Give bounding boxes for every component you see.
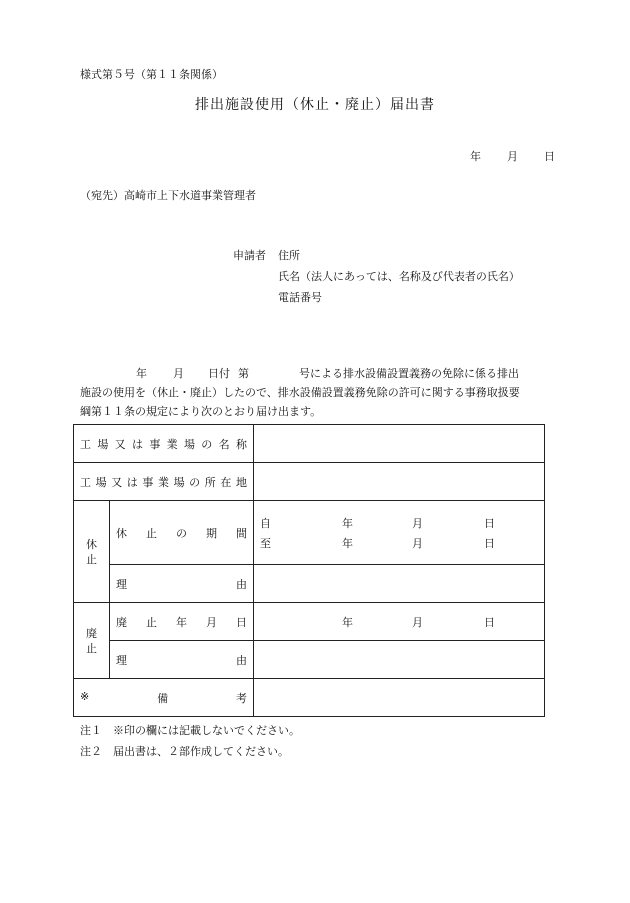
applicant-name-label: 氏名（法人にあっては、名称及び代表者の氏名） [278,270,520,283]
para-year: 年 [136,367,147,380]
suspend-reason-char: 由 [236,577,247,591]
abolish-group-char: 廃 [86,626,97,640]
remarks-field[interactable] [254,679,545,717]
factory-name-char: 称 [235,437,247,451]
footnotes [80,720,300,762]
to-month: 月 [412,536,423,550]
table-row [74,641,545,679]
factory-name-char: 名 [218,437,230,451]
suspend-period-char: 期 [206,526,217,540]
suspend-period-label [110,501,254,565]
applicant-label: 申請者 [233,249,266,262]
note-1: 注１ ※印の欄には記載しないでください。 [80,724,300,737]
suspend-period-char: 休 [116,526,127,540]
abolish-date-char: 廃 [116,615,127,629]
date-year-label: 年 [470,150,481,163]
from-day: 日 [484,516,495,530]
factory-name-char: は [131,437,143,451]
to-label: 至 [260,536,271,550]
factory-name-field[interactable] [254,425,545,463]
para-number-prefix: 第 [238,367,249,380]
applicant-phone-label: 電話番号 [278,291,322,304]
abolish-date-field[interactable] [254,603,545,641]
abolish-day: 日 [484,615,495,629]
page-title: 排出施設使用（休止・廃止）届出書 [195,97,435,113]
date-day-label: 日 [544,150,555,163]
abolish-group-label [74,603,110,679]
abolish-reason-label [110,641,254,679]
factory-name-char: 業 [166,437,178,451]
table-row [74,463,545,501]
table-row [74,425,545,463]
abolish-date-char: 月 [206,615,217,629]
factory-name-char: 場 [97,437,109,451]
para-line3: 綱第１１条の規定により次のとおり届け出ます。 [80,405,322,418]
para-line1: 号による排水設備設置義務の免除に係る排出 [299,367,519,380]
factory-location-char: 事 [142,475,154,489]
factory-name-char: の [201,437,213,451]
abolish-date-char: 年 [176,615,187,629]
to-year: 年 [342,536,353,550]
factory-location-char: 場 [173,475,185,489]
factory-location-char: 地 [235,475,247,489]
note-2: 注２ 届出書は、２部作成してください。 [80,745,289,758]
abolish-date-label [110,603,254,641]
from-year: 年 [342,516,353,530]
suspend-reason-char: 理 [116,577,127,591]
abolish-date-char: 止 [146,615,157,629]
addressee: （宛先）高崎市上下水道事業管理者 [80,189,256,202]
factory-location-field[interactable] [254,463,545,501]
factory-location-char: 工 [80,475,91,489]
factory-location-char: 在 [220,475,232,489]
factory-location-char: 所 [204,475,216,489]
factory-name-char: 工 [80,437,91,451]
suspend-period-char: の [176,526,187,540]
table-row [74,679,545,717]
suspend-reason-field[interactable] [254,565,545,603]
applicant-address-label: 住所 [278,249,300,262]
factory-name-label [74,425,254,463]
remarks-char: ※ [80,689,90,703]
abolish-group-char: 止 [86,641,97,655]
to-day: 日 [484,536,495,550]
para-line2: 施設の使用を（休止・廃止）したので、排水設備設置義務免除の許可に関する事務取扱要 [80,386,520,399]
notice-paragraph [80,364,550,421]
factory-name-char: 事 [149,437,161,451]
abolish-year: 年 [342,615,353,629]
abolish-reason-char: 由 [236,653,247,667]
table-row [74,501,545,565]
factory-location-char: 業 [157,475,169,489]
remarks-char: 備 [157,691,169,705]
suspend-group-char: 止 [86,552,97,566]
suspend-period-char: 間 [236,526,247,540]
para-month: 月 [173,367,184,380]
factory-name-char: 場 [183,437,195,451]
suspend-reason-label [110,565,254,603]
suspend-period-field[interactable] [254,501,545,565]
suspend-group-label [74,501,110,603]
abolish-reason-char: 理 [116,653,127,667]
from-label: 自 [260,516,271,530]
abolish-date-char: 日 [236,615,247,629]
table-row [74,565,545,603]
factory-location-char: の [189,475,201,489]
form-number: 様式第５号（第１１条関係） [80,68,223,81]
table-row [74,603,545,641]
remarks-char: 考 [236,691,247,705]
factory-location-char: 場 [95,475,107,489]
notice-table [73,424,545,717]
remarks-label [74,679,254,717]
submission-date [470,148,555,164]
factory-name-char: 又 [114,437,126,451]
factory-location-char: 又 [111,475,123,489]
suspend-period-char: 止 [146,526,157,540]
from-month: 月 [412,516,423,530]
factory-location-char: は [126,475,138,489]
para-dated: 日付 [208,367,230,380]
abolish-month: 月 [412,615,423,629]
suspend-group-char: 休 [86,537,97,551]
abolish-reason-field[interactable] [254,641,545,679]
date-month-label: 月 [507,150,518,163]
factory-location-label [74,463,254,501]
